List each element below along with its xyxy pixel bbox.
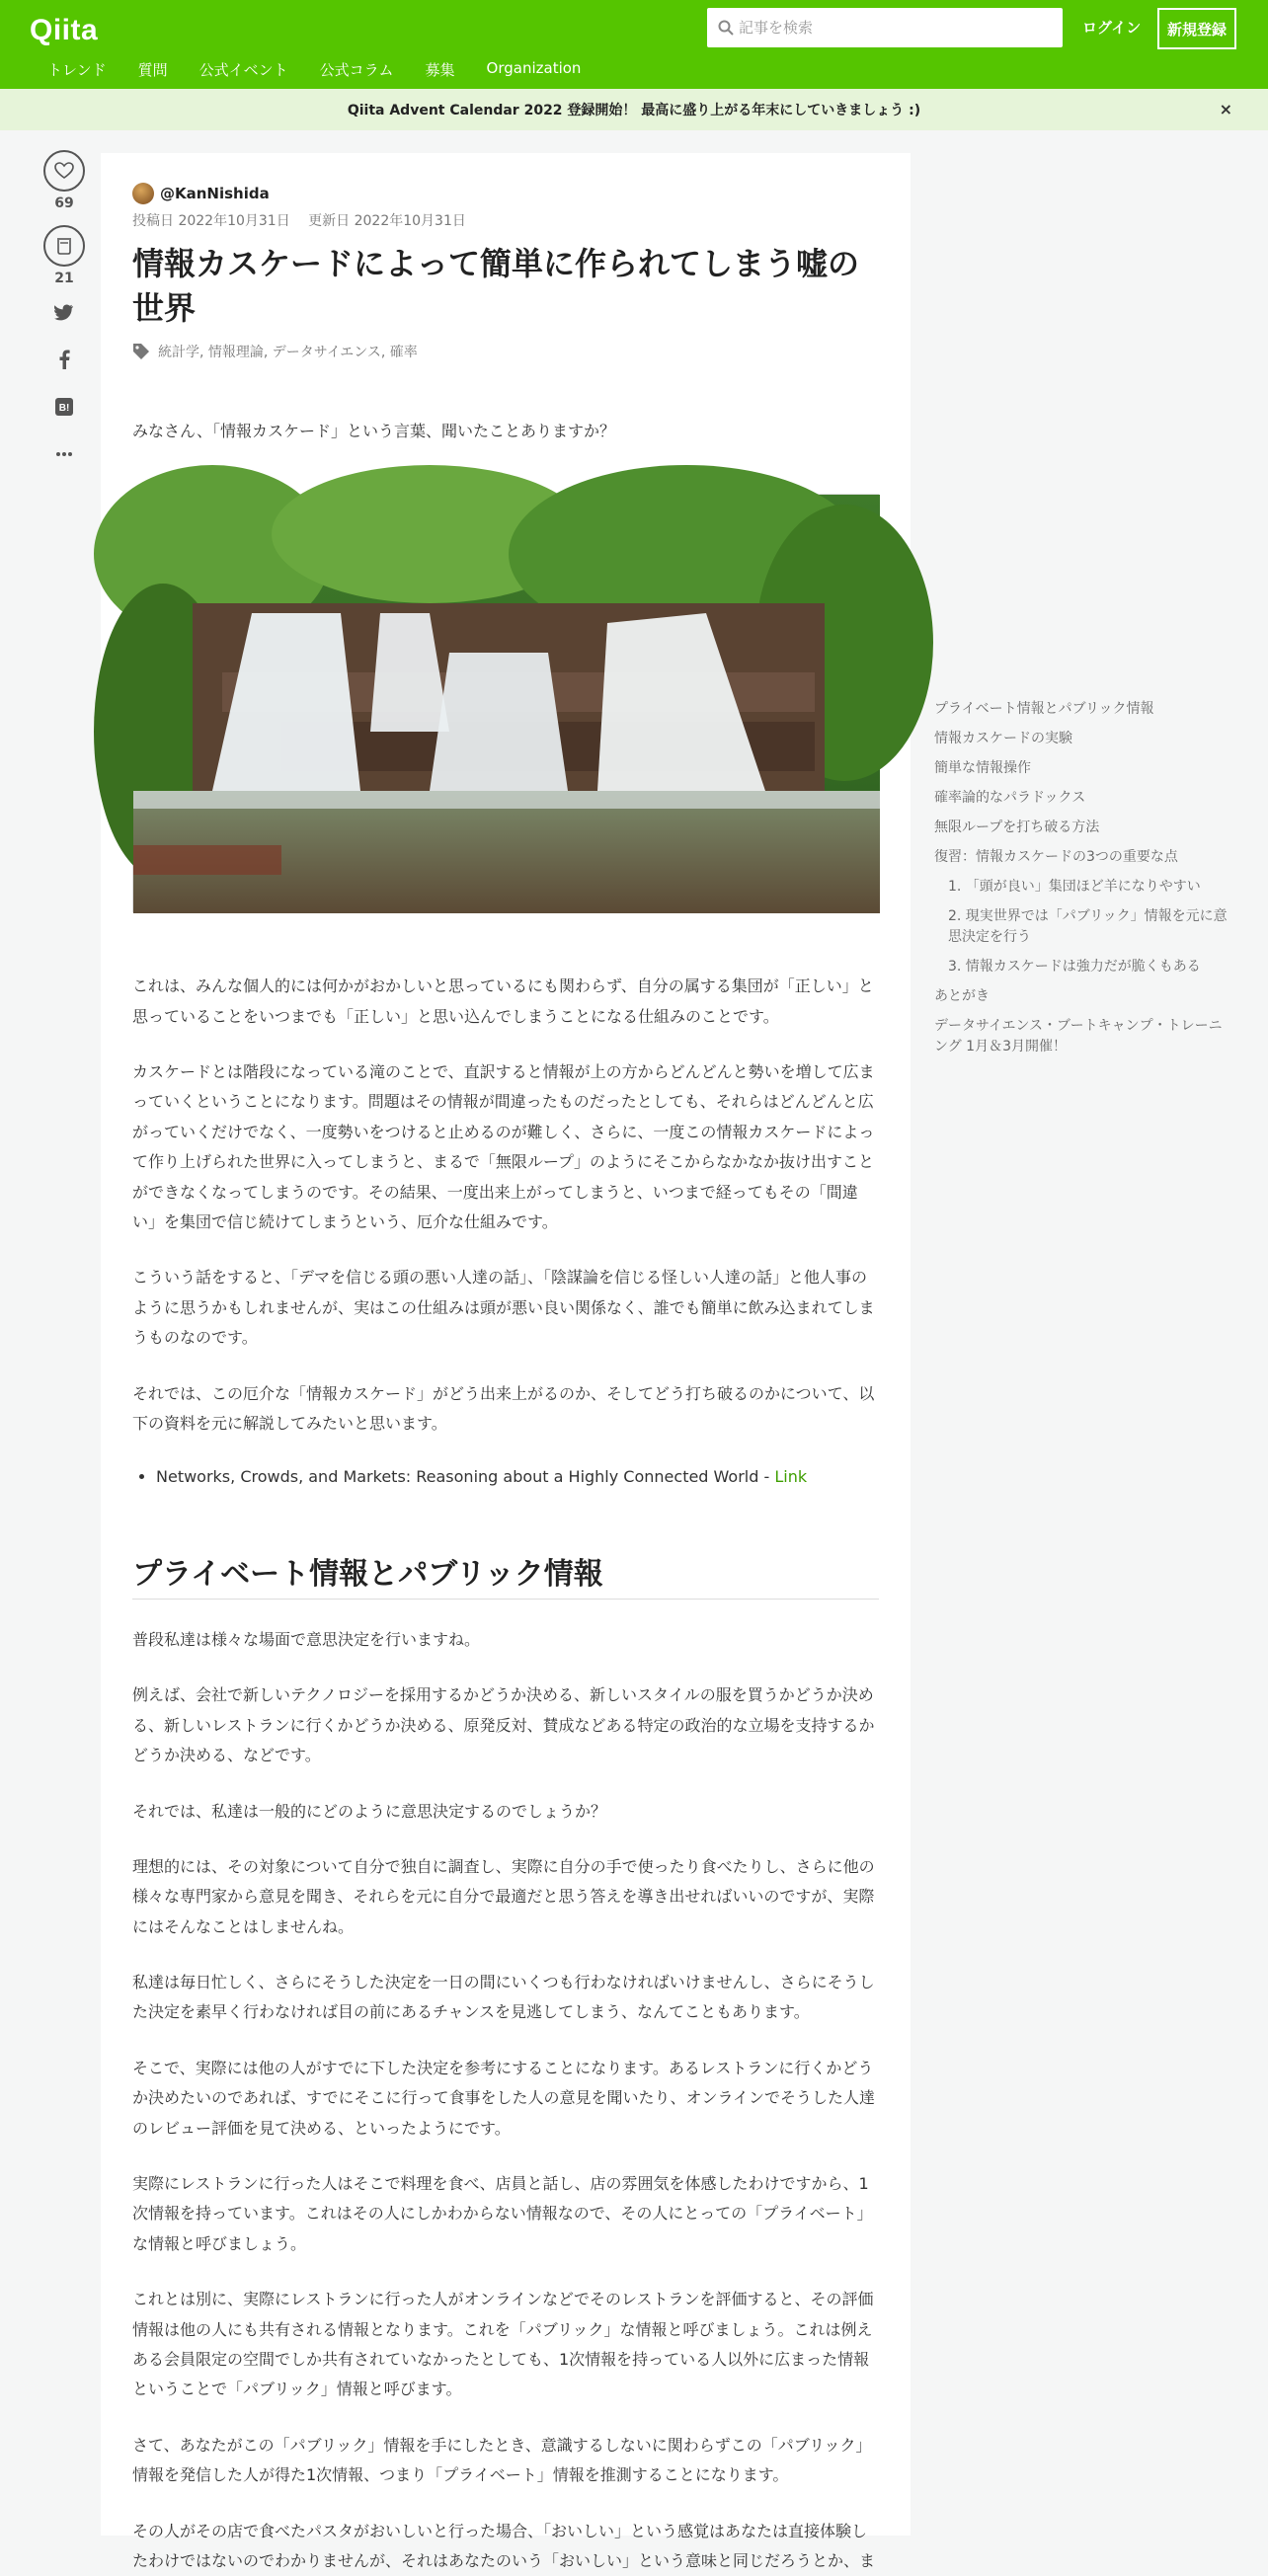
like-button[interactable] (43, 150, 85, 192)
nav-trend[interactable]: トレンド (47, 61, 107, 79)
table-of-contents (934, 699, 1230, 1066)
stock-count: 21 (54, 271, 74, 286)
reference-text: Networks, Crowds, and Markets: Reasoning about a Highly Connected World - (156, 1467, 775, 1487)
more-icon (55, 451, 73, 457)
waterfall-image (132, 494, 879, 912)
article-title: 情報カスケードによって簡単に作られてしまう嘘の世界 (132, 245, 860, 328)
tags[interactable]: 統計学, 情報理論, データサイエンス, 確率 (158, 344, 418, 360)
toc-item[interactable]: 簡単な情報操作 (934, 760, 1031, 776)
hatena-bookmark-icon (55, 398, 73, 416)
toc-sub-item[interactable]: 3. 情報カスケードは強力だが脆くもある (948, 959, 1201, 975)
paragraph: 理想的には、その対象について自分で独自に調査し、実際に自分の手で使ったり食べたりし、さらに他の様々な専門家から意見を聞き、それらを元に自分で最適だと思う答えを導き出せればいいのですが、実際にはそんなことはしませんね。 (132, 1856, 875, 1936)
reference-link[interactable]: Link (774, 1467, 808, 1487)
paragraph: カスケードとは階段になっている滝のことで、直訳すると情報が上の方からどんどんと勢いを増して広まっていくということになります。問題はその情報が間違ったものだったとしても、それらはどんどんと広がっていくだけでなく、一度勢いをつけると止めるのが難しく、さらに、一度この情報カスケードによって作り上げられた世界に入ってしまうと、まるで「無限ループ」のようにそこからなかなか抜け出すことができなくなってしまうのです。その結果、一度出来上がってしまうと、いつまで経ってもその「間違い」を集団で信じ続けてしまうという、厄介な仕組みです。 (132, 1062, 875, 1231)
paragraph: その人がその店で食べたパスタがおいしいと行った場合、「おいしい」という感覚はあなたは直接体験したわけではないのでわかりませんが、それはあなたのいう「おいしい」という意味と同じだろうとか、ま (132, 2521, 876, 2570)
paragraph: それでは、私達は一般的にどのように意思決定するのでしょうか？ (132, 1801, 607, 1821)
stock-button[interactable] (43, 225, 85, 267)
toc-item[interactable]: データサイエンス・ブートキャンプ・トレーニング 1月＆3月開催！ (934, 1018, 1223, 1054)
toc-item[interactable]: 確率論的なパラドックス (934, 790, 1086, 806)
paragraph: 実際にレストランに行った人はそこで料理を食べ、店員と話し、店の雰囲気を体感したわけですから、1次情報を持っています。これはその人にしかわからない情報なので、その人にとっての「プライベート」な情報と呼びましょう。 (132, 2174, 873, 2253)
paragraph: そこで、実際には他の人がすでに下した決定を参考にすることになります。あるレストランに行くかどうか決めたいのであれば、すでにそこに行って食事をした人の意見を聞いたり、オンラインでそうした人達のレビュー評価を見て決める、といったようにです。 (132, 2058, 876, 2138)
paragraph: それでは、この厄介な「情報カスケード」がどう出来上がるのか、そしてどう打ち破るのかについて、以下の資料を元に解説してみたいと思います。 (132, 1383, 875, 1433)
avatar[interactable] (132, 183, 154, 204)
list-item (156, 1464, 879, 1490)
nav-columns[interactable]: 公式コラム (319, 61, 394, 79)
author (132, 183, 879, 204)
facebook-icon (58, 350, 70, 369)
toc-sub-item[interactable]: 2. 現実世界では「パブリック」情報を元に意思決定を行う (948, 908, 1228, 945)
author-name[interactable]: @KanNishida (160, 185, 270, 202)
nav-events[interactable]: 公式イベント (198, 61, 288, 79)
search-box[interactable] (707, 8, 1063, 47)
site-header (0, 0, 1268, 89)
svg-text:B!: B! (58, 403, 70, 414)
paragraph: みなさん、「情報カスケード」という言葉、聞いたことありますか？ (132, 421, 615, 440)
section-heading: プライベート情報とパブリック情報 (132, 1549, 879, 1600)
close-icon[interactable]: × (1219, 100, 1232, 118)
reference-list (132, 1464, 879, 1490)
search-icon (717, 19, 735, 37)
login-link[interactable]: ログイン (1082, 19, 1142, 37)
signup-button[interactable]: 新規登録 (1157, 8, 1236, 49)
twitter-share[interactable] (43, 300, 85, 324)
toc-item[interactable]: プライベート情報とパブリック情報 (934, 701, 1154, 717)
toc-item[interactable]: 無限ループを打ち破る方法 (934, 820, 1100, 835)
tag-list (132, 342, 879, 361)
nav-recruit[interactable]: 募集 (425, 61, 455, 79)
paragraph: こういう話をすると、「デマを信じる頭の悪い人達の話」、「陰謀論を信じる怪しい人達の話」と他人事のように思うかもしれませんが、実はこの仕組みは頭が悪い良い関係なく、誰でも簡単に飲み込まれてしまうものなのです。 (132, 1268, 875, 1348)
nav-questions[interactable]: 質問 (137, 61, 168, 79)
paragraph: これは、みんな個人的には何かがおかしいと思っているにも関わらず、自分の属する集団が「正しい」と思っていることをいつまでも「正しい」と思い込んでしまうことになる仕組みのことです。 (132, 976, 874, 1026)
paragraph: 普段私達は様々な場面で意思決定を行いますね。 (132, 1629, 481, 1649)
article-actions (43, 150, 85, 490)
stock-icon (56, 237, 72, 255)
like-count: 69 (54, 195, 74, 211)
toc-sub-item[interactable]: 1. 「頭が良い」集団ほど羊になりやすい (948, 879, 1201, 895)
banner-text[interactable]: Qiita Advent Calendar 2022 登録開始！ 最高に盛り上がる年末にしていきましょう :) (347, 103, 921, 118)
tag-icon (132, 343, 150, 360)
paragraph: さて、あなたがこの「パブリック」情報を手にしたとき、意識するしないに関わらずこの「パブリック」情報を発信した人が得た1次情報、つまり「プライベート」情報を推測することになります。 (132, 2435, 872, 2485)
toc-item[interactable]: あとがき (934, 988, 990, 1004)
article-body (101, 153, 911, 2570)
more-button[interactable] (43, 442, 85, 466)
twitter-icon (54, 304, 74, 320)
toc-item[interactable]: 復習：情報カスケードの3つの重要な点 (934, 849, 1178, 865)
paragraph: これとは別に、実際にレストランに行った人がオンラインなどでそのレストランを評価すると、その評価情報は他の人にも共有される情報となります。これを「パブリック」な情報と呼びましょう。これは例えある会員限定の空間でしか共有されていなかったとしても、1次情報を持っている人以外に広まった情報ということで「パブリック」情報と呼びます。 (132, 2290, 874, 2399)
waterfall-illustration (133, 495, 880, 913)
heart-icon (54, 162, 74, 180)
qiita-logo[interactable]: Qiita (30, 14, 99, 46)
main-nav (47, 59, 612, 80)
paragraph: 私達は毎日忙しく、さらにそうした決定を一日の間にいくつも行わなければいけませんし、さらにそうした決定を素早く行わなければ目の前にあるチャンスを見逃してしまう、なんてこともあります。 (132, 1973, 875, 2022)
search-input[interactable] (739, 8, 1055, 47)
hatena-share[interactable] (43, 395, 85, 419)
toc-item[interactable]: 情報カスケードの実験 (934, 731, 1072, 746)
facebook-share[interactable] (43, 348, 85, 371)
announcement-banner (0, 89, 1268, 130)
paragraph: 例えば、会社で新しいテクノロジーを採用するかどうか決める、新しいスタイルの服を買うかどうか決める、新しいレストランに行くかどうか決める、原発反対、賛成などある特定の政治的な立場を支持するかどうか決める、などです。 (132, 1685, 875, 1765)
nav-organization[interactable]: Organization (486, 59, 582, 77)
post-dates: 投稿日 2022年10月31日 更新日 2022年10月31日 (132, 213, 466, 229)
